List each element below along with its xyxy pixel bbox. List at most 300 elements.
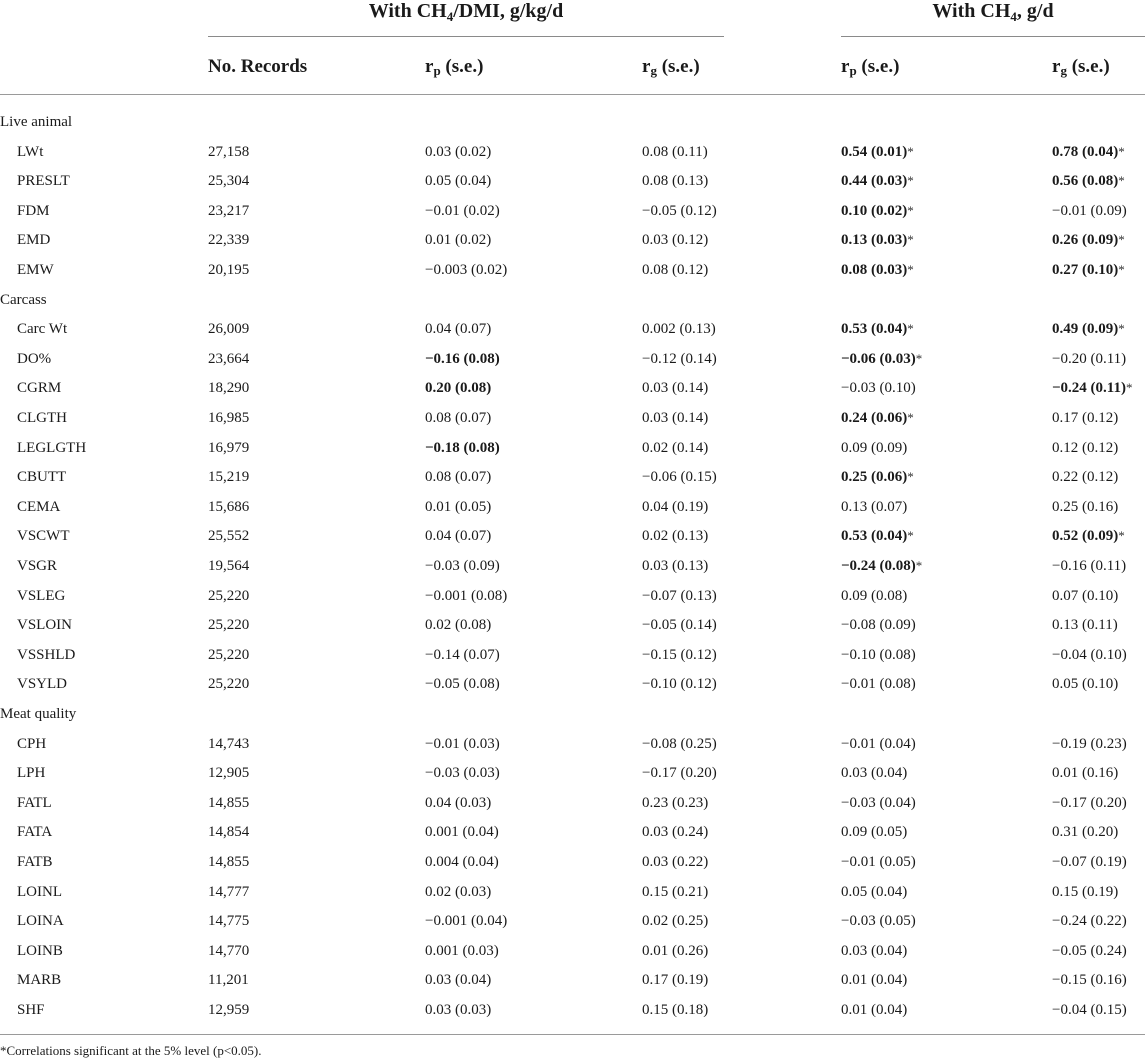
correlation-value: 0.78 (0.04) xyxy=(1052,143,1119,160)
header-group-ch4-dmi-suffix: /DMI, g/kg/d xyxy=(453,0,564,22)
header-bottom-rule xyxy=(0,94,1145,95)
value-cell xyxy=(642,526,708,546)
significance-marker: * xyxy=(915,350,923,366)
correlation-value: −0.03 (0.05) xyxy=(841,913,916,930)
value-cell xyxy=(425,378,491,398)
correlation-value: −0.20 (0.11) xyxy=(1052,350,1127,367)
correlation-value: 0.25 (0.06) xyxy=(841,469,908,486)
value-cell xyxy=(1052,586,1118,606)
value-cell xyxy=(425,941,499,961)
trait-cell: LOINA xyxy=(17,913,64,930)
correlation-value: 0.08 (0.07) xyxy=(425,469,492,486)
value-cell xyxy=(841,586,907,606)
correlation-value: 0.15 (0.18) xyxy=(642,1002,709,1018)
value-cell xyxy=(425,645,500,665)
correlation-value: 0.03 (0.04) xyxy=(841,942,908,959)
correlation-value: −0.01 (0.08) xyxy=(841,676,916,693)
value-cell xyxy=(642,615,717,635)
trait-cell: LEGLGTH xyxy=(17,439,87,456)
column-header-rg-dmi: $r_g$ (s.e.) xyxy=(642,56,700,78)
value-cell xyxy=(841,822,907,842)
value-cell xyxy=(642,319,716,339)
header-group-underline-1 xyxy=(208,36,724,37)
value-cell xyxy=(642,260,708,280)
correlation-value: 0.001 (0.03) xyxy=(425,942,499,959)
trait-cell: CGRM xyxy=(17,380,62,397)
correlation-value: 0.05 (0.04) xyxy=(841,883,908,900)
correlation-value: 0.24 (0.06) xyxy=(841,410,908,426)
correlation-value: 0.08 (0.13) xyxy=(642,173,709,190)
correlation-value: −0.24 (0.11) xyxy=(1052,380,1126,397)
value-cell xyxy=(425,822,499,842)
correlation-value: 0.22 (0.12) xyxy=(1052,469,1119,486)
correlation-value: 0.07 (0.10) xyxy=(1052,587,1119,604)
value-cell xyxy=(1052,260,1125,280)
correlation-value: −0.01 (0.02) xyxy=(425,202,500,219)
table-bottom-rule xyxy=(0,1034,1145,1035)
correlation-value: −0.05 (0.24) xyxy=(1052,942,1127,959)
correlation-value: 0.05 (0.10) xyxy=(1052,676,1119,693)
value-cell xyxy=(1052,467,1118,487)
correlation-value: 0.04 (0.03) xyxy=(425,794,492,811)
value-cell xyxy=(642,171,708,191)
correlation-value: 0.54 (0.01) xyxy=(841,143,908,160)
correlation-value: −0.24 (0.08) xyxy=(841,558,916,574)
trait-cell: FATL xyxy=(17,794,52,811)
header-group-ch4-dmi-sub: 4 xyxy=(446,9,454,24)
trait-cell: MARB xyxy=(17,972,62,989)
correlation-value: 0.03 (0.24) xyxy=(642,824,709,841)
correlation-value: 0.27 (0.10) xyxy=(1052,262,1119,278)
correlation-value: 0.03 (0.12) xyxy=(642,232,709,249)
value-cell xyxy=(425,526,491,546)
correlation-value: 0.26 (0.09) xyxy=(1052,232,1119,249)
value-cell xyxy=(1052,378,1132,398)
value-cell xyxy=(1052,497,1118,517)
header-group-ch4-prefix: With CH xyxy=(932,0,1011,22)
value-cell xyxy=(425,734,500,754)
records-cell: 27,158 xyxy=(208,143,250,160)
value-cell xyxy=(1052,142,1125,162)
value-cell xyxy=(1052,349,1126,369)
correlation-value: 0.56 (0.08) xyxy=(1052,173,1119,190)
correlation-value: 0.03 (0.03) xyxy=(425,1002,492,1018)
significance-marker: * xyxy=(907,321,914,337)
trait-cell: FATA xyxy=(17,824,53,841)
records-cell: 12,959 xyxy=(208,1002,250,1018)
value-cell xyxy=(642,586,717,606)
records-cell: 14,854 xyxy=(208,824,250,841)
value-cell xyxy=(1052,970,1127,990)
correlation-value: −0.003 (0.02) xyxy=(425,262,508,278)
significance-marker: * xyxy=(907,202,914,218)
value-cell xyxy=(425,615,491,635)
correlation-value: 0.02 (0.13) xyxy=(642,528,709,545)
correlation-value: 0.02 (0.25) xyxy=(642,913,709,930)
correlation-value: 0.08 (0.07) xyxy=(425,410,492,426)
header-group-ch4-sub: 4 xyxy=(1010,9,1017,24)
significance-marker: * xyxy=(1125,380,1133,396)
value-cell xyxy=(642,438,708,458)
trait-cell: VSYLD xyxy=(17,676,68,693)
correlation-value: 0.12 (0.12) xyxy=(1052,439,1119,456)
correlation-value: −0.001 (0.08) xyxy=(425,587,508,604)
value-cell xyxy=(1052,615,1118,635)
value-cell xyxy=(841,438,907,458)
records-cell: 14,855 xyxy=(208,794,250,811)
value-cell xyxy=(642,674,717,694)
value-cell xyxy=(841,142,914,162)
value-cell xyxy=(425,970,491,990)
correlation-value: 0.01 (0.26) xyxy=(642,942,709,959)
records-cell: 25,220 xyxy=(208,676,250,693)
records-cell: 14,770 xyxy=(208,942,250,959)
column-header-rp-dmi: $r_p$ (s.e.) xyxy=(425,56,484,78)
correlation-value: −0.14 (0.07) xyxy=(425,646,500,663)
trait-cell: LPH xyxy=(17,765,46,782)
value-cell xyxy=(1052,408,1118,428)
trait-cell: PRESLT xyxy=(17,173,70,190)
value-cell xyxy=(425,319,491,339)
value-cell xyxy=(1052,763,1118,783)
value-cell xyxy=(642,142,708,162)
header-group-ch4 xyxy=(841,0,1145,22)
trait-cell: VSSHLD xyxy=(17,646,76,663)
records-cell: 25,220 xyxy=(208,617,250,634)
correlation-value: 0.01 (0.04) xyxy=(841,1002,908,1018)
correlation-value: 0.53 (0.04) xyxy=(841,321,908,338)
trait-cell: SHF xyxy=(17,1002,45,1018)
correlation-value: 0.09 (0.05) xyxy=(841,824,908,841)
records-cell: 22,339 xyxy=(208,232,250,249)
records-cell: 14,777 xyxy=(208,883,250,900)
correlation-value: −0.04 (0.10) xyxy=(1052,646,1127,663)
records-cell: 18,290 xyxy=(208,380,250,397)
value-cell xyxy=(425,408,491,428)
value-cell xyxy=(425,349,500,369)
value-cell xyxy=(642,911,708,931)
records-cell: 16,979 xyxy=(208,439,250,456)
value-cell xyxy=(1052,941,1127,961)
significance-marker: * xyxy=(907,410,914,425)
correlation-value: 0.13 (0.07) xyxy=(841,498,908,515)
correlation-value: 0.23 (0.23) xyxy=(642,794,709,811)
value-cell xyxy=(642,556,708,576)
correlation-value: −0.08 (0.25) xyxy=(642,735,717,752)
correlation-value: −0.10 (0.12) xyxy=(642,676,717,693)
correlation-value: 0.44 (0.03) xyxy=(841,173,908,190)
correlation-value: −0.01 (0.04) xyxy=(841,735,916,752)
value-cell xyxy=(841,763,907,783)
value-cell xyxy=(425,911,507,931)
correlation-value: −0.001 (0.04) xyxy=(425,913,508,930)
records-cell: 11,201 xyxy=(208,972,249,989)
header-group-ch4-suffix: , g/d xyxy=(1016,0,1054,22)
correlation-value: 0.15 (0.19) xyxy=(1052,883,1119,900)
footnote: *Correlations significant at the 5% level (p<0.05). xyxy=(0,1043,262,1058)
value-cell xyxy=(841,230,914,250)
value-cell xyxy=(642,230,708,250)
significance-marker: * xyxy=(907,469,914,485)
value-cell xyxy=(841,793,916,813)
correlation-value: −0.07 (0.13) xyxy=(642,587,717,604)
correlation-value: 0.25 (0.16) xyxy=(1052,498,1119,515)
value-cell xyxy=(425,763,500,783)
records-cell: 23,217 xyxy=(208,202,250,219)
value-cell xyxy=(1052,201,1127,221)
correlation-value: −0.03 (0.09) xyxy=(425,558,500,574)
correlation-value: 0.09 (0.09) xyxy=(841,439,908,456)
value-cell xyxy=(642,822,708,842)
trait-cell: DO% xyxy=(17,350,52,367)
value-cell xyxy=(642,734,717,754)
correlation-value: 0.52 (0.09) xyxy=(1052,528,1119,545)
correlation-value: 0.04 (0.19) xyxy=(642,498,709,515)
column-header-rg-ch4: $r_g$ (s.e.) xyxy=(1052,56,1110,78)
correlation-value: −0.01 (0.05) xyxy=(841,854,916,870)
section-title: Live animal xyxy=(0,114,73,130)
value-cell xyxy=(841,882,907,902)
value-cell xyxy=(841,260,914,280)
correlation-value: 0.10 (0.02) xyxy=(841,202,908,219)
value-cell xyxy=(841,911,916,931)
correlation-value: 0.03 (0.02) xyxy=(425,143,492,160)
value-cell xyxy=(642,467,717,487)
value-cell xyxy=(642,793,708,813)
records-cell: 20,195 xyxy=(208,262,250,278)
value-cell xyxy=(841,467,914,487)
value-cell xyxy=(1052,230,1125,250)
trait-cell: Carc Wt xyxy=(17,321,68,338)
trait-cell: EMW xyxy=(17,262,54,278)
correlation-value: 0.05 (0.04) xyxy=(425,173,492,190)
significance-marker: * xyxy=(915,558,923,573)
value-cell xyxy=(425,467,491,487)
correlation-value: 0.02 (0.08) xyxy=(425,617,492,634)
value-cell xyxy=(642,970,708,990)
correlation-value: 0.15 (0.21) xyxy=(642,883,709,900)
correlation-value: 0.02 (0.03) xyxy=(425,883,492,900)
value-cell xyxy=(841,378,916,398)
trait-cell: EMD xyxy=(17,232,51,249)
records-cell: 14,743 xyxy=(208,735,250,752)
value-cell xyxy=(642,201,717,221)
correlation-value: 0.09 (0.08) xyxy=(841,587,908,604)
value-cell xyxy=(1052,556,1126,576)
records-cell: 14,775 xyxy=(208,913,250,930)
records-cell: 26,009 xyxy=(208,321,250,338)
correlation-value: 0.02 (0.14) xyxy=(642,439,709,456)
value-cell xyxy=(841,349,922,369)
correlation-value: −0.15 (0.12) xyxy=(642,646,717,663)
value-cell xyxy=(1052,171,1125,191)
correlation-value: −0.15 (0.16) xyxy=(1052,972,1127,989)
correlation-value: −0.18 (0.08) xyxy=(425,439,500,456)
significance-marker: * xyxy=(907,143,914,159)
correlation-value: −0.01 (0.09) xyxy=(1052,202,1127,219)
value-cell xyxy=(642,645,717,665)
correlation-value: 0.03 (0.14) xyxy=(642,380,709,397)
value-cell xyxy=(1052,526,1125,546)
value-cell xyxy=(425,438,500,458)
significance-marker: * xyxy=(907,528,914,544)
value-cell xyxy=(425,260,507,280)
correlation-value: 0.03 (0.22) xyxy=(642,854,709,870)
correlation-value: 0.31 (0.20) xyxy=(1052,824,1119,841)
correlation-value: 0.13 (0.11) xyxy=(1052,617,1118,634)
records-cell: 19,564 xyxy=(208,558,250,574)
records-cell: 25,220 xyxy=(208,646,250,663)
correlation-value: 0.002 (0.13) xyxy=(642,321,716,338)
correlation-value: −0.01 (0.03) xyxy=(425,735,500,752)
trait-cell: CPH xyxy=(17,735,47,752)
correlation-value: 0.03 (0.04) xyxy=(425,972,492,989)
correlation-value: −0.05 (0.14) xyxy=(642,617,717,634)
correlation-value: 0.53 (0.04) xyxy=(841,528,908,545)
significance-marker: * xyxy=(1118,232,1125,248)
correlation-value: −0.10 (0.08) xyxy=(841,646,916,663)
correlation-value: −0.05 (0.08) xyxy=(425,676,500,693)
value-cell xyxy=(425,497,491,517)
trait-cell: FATB xyxy=(17,854,53,870)
correlation-value: 0.17 (0.19) xyxy=(642,972,709,989)
correlation-value: 0.49 (0.09) xyxy=(1052,321,1119,338)
correlation-value: −0.16 (0.11) xyxy=(1052,558,1127,574)
trait-cell: CLGTH xyxy=(17,410,67,426)
correlation-value: −0.07 (0.19) xyxy=(1052,854,1127,870)
value-cell xyxy=(1052,822,1118,842)
correlation-value: −0.16 (0.08) xyxy=(425,350,500,367)
value-cell xyxy=(841,526,914,546)
value-cell xyxy=(1052,319,1125,339)
value-cell xyxy=(642,349,717,369)
value-cell xyxy=(841,201,914,221)
correlation-value: 0.08 (0.12) xyxy=(642,262,709,278)
records-cell: 15,219 xyxy=(208,469,250,486)
section-title: Carcass xyxy=(0,291,47,308)
value-cell xyxy=(1052,674,1118,694)
value-cell xyxy=(841,645,916,665)
records-cell: 25,220 xyxy=(208,587,250,604)
header-group-ch4-dmi-prefix: With CH xyxy=(368,0,447,22)
value-cell xyxy=(642,497,708,517)
value-cell xyxy=(425,882,491,902)
value-cell xyxy=(841,556,922,576)
value-cell xyxy=(841,852,916,872)
correlation-value: −0.06 (0.15) xyxy=(642,469,717,486)
value-cell xyxy=(1052,793,1127,813)
value-cell xyxy=(1052,645,1127,665)
value-cell xyxy=(642,852,708,872)
trait-cell: VSCWT xyxy=(17,528,70,545)
value-cell xyxy=(642,408,708,428)
value-cell xyxy=(1052,438,1118,458)
records-cell: 16,985 xyxy=(208,410,250,426)
correlation-value: 0.04 (0.07) xyxy=(425,321,492,338)
correlation-value: 0.01 (0.04) xyxy=(841,972,908,989)
value-cell xyxy=(425,556,500,576)
value-cell xyxy=(1052,911,1127,931)
value-cell xyxy=(841,319,914,339)
records-cell: 23,664 xyxy=(208,350,250,367)
value-cell xyxy=(425,142,491,162)
records-cell: 12,905 xyxy=(208,765,250,782)
correlation-value: −0.05 (0.12) xyxy=(642,202,717,219)
correlation-value: 0.03 (0.04) xyxy=(841,765,908,782)
value-cell xyxy=(425,852,499,872)
significance-marker: * xyxy=(1118,321,1125,337)
value-cell xyxy=(425,586,507,606)
value-cell xyxy=(841,970,907,990)
correlation-value: 0.08 (0.11) xyxy=(642,143,708,160)
value-cell xyxy=(642,763,717,783)
value-cell xyxy=(841,674,916,694)
value-cell xyxy=(841,1000,907,1020)
value-cell xyxy=(841,497,907,517)
significance-marker: * xyxy=(907,232,914,248)
value-cell xyxy=(425,1000,491,1020)
header-group-ch4-dmi xyxy=(208,0,724,22)
correlation-value: 0.03 (0.14) xyxy=(642,410,709,426)
value-cell xyxy=(642,941,708,961)
trait-cell: VSLOIN xyxy=(17,617,72,634)
trait-cell: LOINB xyxy=(17,942,63,959)
significance-marker: * xyxy=(907,173,914,189)
section-title: Meat quality xyxy=(0,706,77,722)
correlation-value: −0.03 (0.03) xyxy=(425,765,500,782)
correlation-value: 0.17 (0.12) xyxy=(1052,410,1119,426)
column-header-rp-ch4: $r_p$ (s.e.) xyxy=(841,56,900,78)
value-cell xyxy=(841,408,914,428)
trait-cell: LOINL xyxy=(17,883,62,900)
value-cell xyxy=(1052,734,1127,754)
trait-cell: FDM xyxy=(17,202,50,219)
value-cell xyxy=(1052,1000,1127,1020)
column-header-records: No. Records xyxy=(208,56,308,77)
trait-cell: LWt xyxy=(17,143,44,160)
value-cell xyxy=(1052,852,1127,872)
records-cell: 25,304 xyxy=(208,173,250,190)
value-cell xyxy=(425,793,491,813)
records-cell: 15,686 xyxy=(208,498,250,515)
records-cell: 25,552 xyxy=(208,528,250,545)
correlation-value: 0.04 (0.07) xyxy=(425,528,492,545)
correlation-value: −0.17 (0.20) xyxy=(642,765,717,782)
correlation-value: 0.01 (0.05) xyxy=(425,498,492,515)
correlation-value: −0.24 (0.22) xyxy=(1052,913,1127,930)
correlation-value: −0.06 (0.03) xyxy=(841,350,916,367)
value-cell xyxy=(425,201,500,221)
value-cell xyxy=(841,171,914,191)
value-cell xyxy=(841,615,916,635)
trait-cell: CEMA xyxy=(17,498,61,515)
correlation-value: 0.004 (0.04) xyxy=(425,854,499,870)
value-cell xyxy=(425,674,500,694)
correlation-value: −0.17 (0.20) xyxy=(1052,794,1127,811)
correlation-value: 0.03 (0.13) xyxy=(642,558,709,574)
correlation-value: 0.08 (0.03) xyxy=(841,262,908,278)
correlation-value: −0.03 (0.10) xyxy=(841,380,916,397)
correlation-value: 0.20 (0.08) xyxy=(425,380,492,397)
significance-marker: * xyxy=(1118,143,1125,159)
correlation-value: −0.19 (0.23) xyxy=(1052,735,1127,752)
trait-cell: VSGR xyxy=(17,558,58,574)
value-cell xyxy=(425,230,491,250)
correlation-value: 0.001 (0.04) xyxy=(425,824,499,841)
correlation-value: −0.12 (0.14) xyxy=(642,350,717,367)
value-cell xyxy=(425,171,491,191)
correlation-value: −0.03 (0.04) xyxy=(841,794,916,811)
